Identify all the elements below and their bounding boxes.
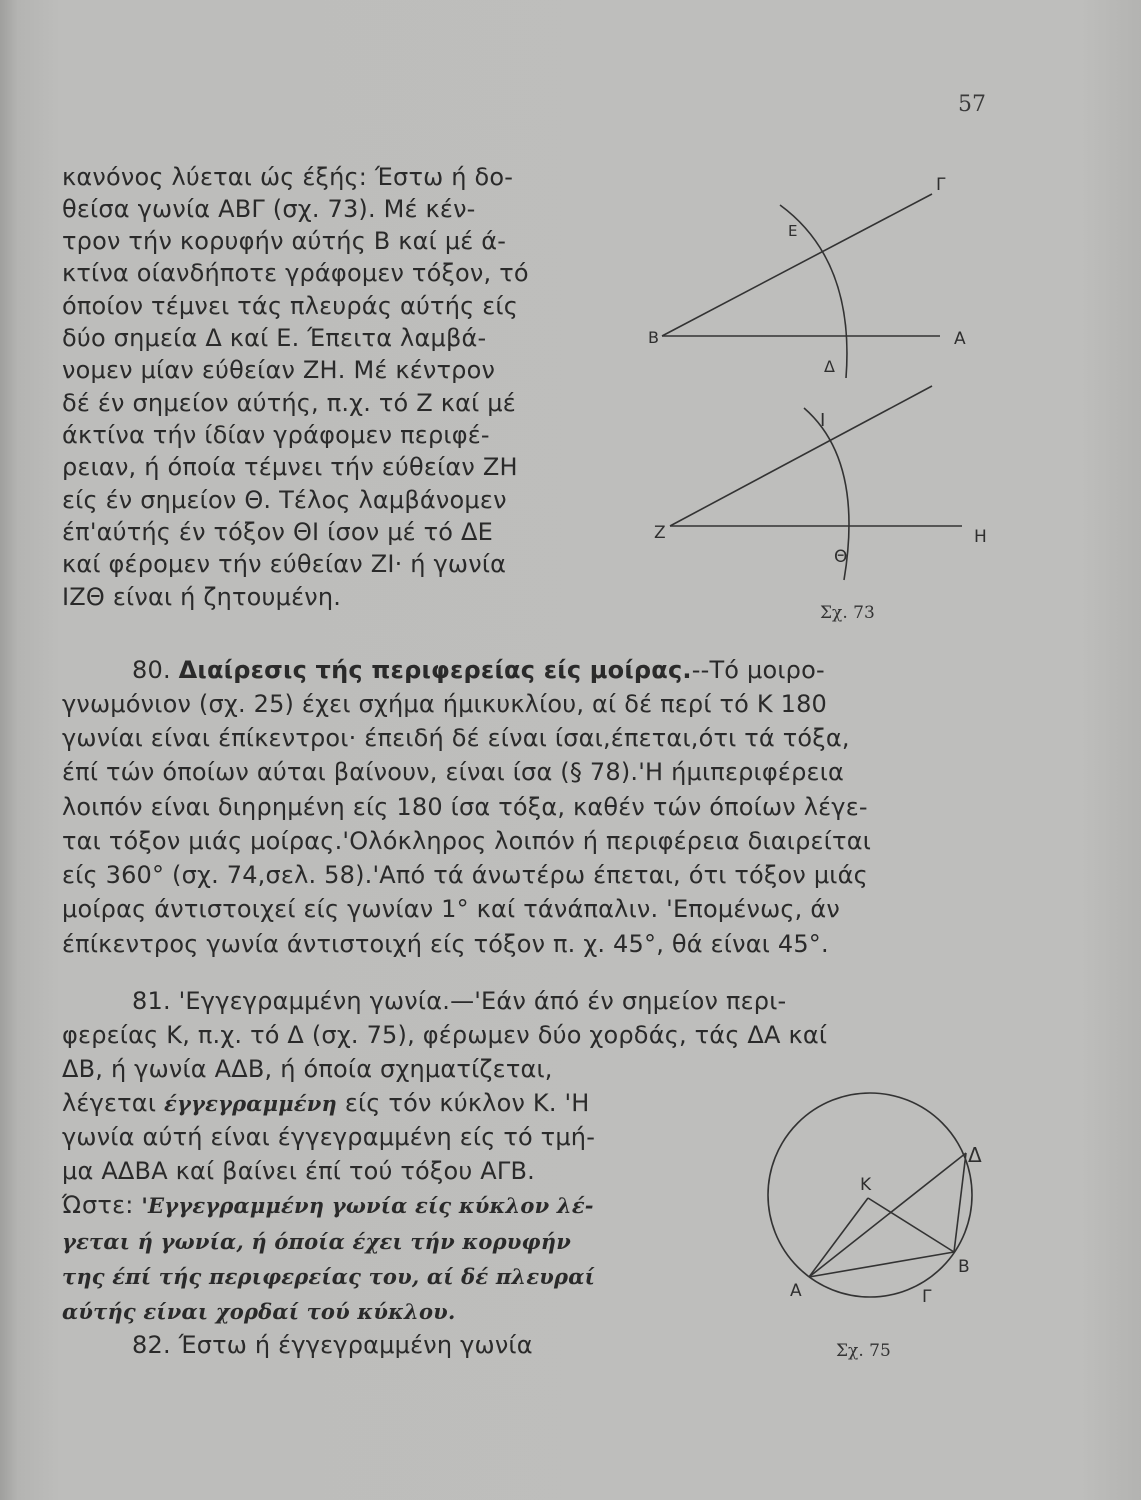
chord-db bbox=[954, 1153, 966, 1252]
chord-ab bbox=[809, 1252, 954, 1277]
text-line: κτίνα οίανδήποτε γράφομεν τόξον, τό bbox=[62, 259, 529, 287]
text-line: είς έν σημείον Θ. Τέλος λαμβάνομεν bbox=[62, 486, 507, 514]
text-line: ται τόξον μιάς μοίρας.'Ολόκληρος λοιπόν ή περιφέρεια διαιρείται bbox=[62, 827, 872, 855]
text-line: δέ έν σημείον αύτής, π.χ. τό Ζ καί μέ bbox=[62, 389, 516, 417]
label-i: Ι bbox=[820, 410, 826, 431]
text-line: τρον τήν κορυφήν αύτής Β καί μέ ά- bbox=[62, 227, 507, 255]
text-line: έπ'αύτής έν τόξον ΘΙ ίσον μέ τό ΔΕ bbox=[62, 518, 494, 546]
section-80-title: Διαίρεσις τής περιφερείας είς μοίρας. bbox=[178, 656, 692, 684]
text-line: ΙΖΘ είναι ή ζητουμένη. bbox=[62, 583, 342, 611]
label-h: Η bbox=[974, 527, 987, 547]
text-line: μοίρας άντιστοιχεί είς γωνίαν 1° καί τάνάπαλιν. 'Επομένως, άν bbox=[62, 895, 840, 923]
section-82-text: Έστω ή έγγεγραμμένη γωνία bbox=[178, 1331, 533, 1359]
radius-kb bbox=[868, 1198, 954, 1252]
hoste-word: Ώστε: bbox=[62, 1191, 142, 1219]
text-line: λοιπόν είναι διηρημένη είς 180 ίσα τόξα, καθέν τών όποίων λέγε- bbox=[62, 793, 868, 821]
section-81-number: 81. bbox=[132, 987, 171, 1015]
figure-73 bbox=[640, 160, 1000, 640]
definition-line: γεται ή γωνία, ή όποία έχει τήν κορυφήν bbox=[62, 1229, 571, 1254]
text-line bbox=[62, 1088, 590, 1119]
text-span: είς τόν κύκλον Κ. 'Η bbox=[336, 1089, 590, 1117]
text-line: είς 360° (σχ. 74,σελ. 58).'Από τά άνωτέρω έπεται, ότι τόξον μιάς bbox=[62, 861, 868, 889]
text-line: όποίον τέμνει τάς πλευράς αύτής είς bbox=[62, 292, 519, 320]
section-81-first-line-rest: —'Εάν άπό έν σημείον περι- bbox=[450, 987, 787, 1015]
text-line: έπί τών όποίων αύται βαίνουν, είναι ίσα (§ 78).'Η ήμιπεριφέρεια bbox=[62, 758, 845, 786]
text-line: γνωμόνιον (σχ. 25) έχει σχήμα ήμικυκλίου, αί δέ περί τό Κ 180 bbox=[62, 690, 828, 718]
text-line: κανόνος λύεται ώς έξής: Έστω ή δο- bbox=[62, 163, 514, 191]
label-z: Ζ bbox=[654, 523, 666, 543]
text-line bbox=[62, 1190, 594, 1221]
label-b: Β bbox=[958, 1257, 970, 1277]
section-80-number: 80. bbox=[132, 656, 171, 684]
label-d: Δ bbox=[824, 357, 835, 376]
label-th: Θ bbox=[834, 547, 848, 567]
figure-75 bbox=[740, 1090, 1020, 1380]
definition-line: της έπί τής περιφερείας του, αί δέ πλευραί bbox=[62, 1264, 595, 1289]
label-k: Κ bbox=[860, 1175, 872, 1195]
text-line: ρειαν, ή όποία τέμνει τήν εύθείαν ΖΗ bbox=[62, 453, 518, 481]
label-e: Ε bbox=[788, 222, 798, 240]
label-d: Δ bbox=[968, 1143, 982, 1167]
text-line: καί φέρομεν τήν εύθείαν ΖΙ· ή γωνία bbox=[62, 550, 507, 578]
text-line: άκτίνα τήν ίδίαν γράφομεν περιφέ- bbox=[62, 421, 490, 449]
section-81-title: 'Εγγεγραμμένη γωνία. bbox=[178, 987, 451, 1015]
text-line: ΔΒ, ή γωνία ΑΔΒ, ή όποία σχηματίζεται, bbox=[62, 1055, 553, 1083]
ray-bg bbox=[662, 194, 932, 336]
text-line: γωνία αύτή είναι έγγεγραμμένη είς τό τμή- bbox=[62, 1123, 596, 1151]
text-line: μα ΑΔΒΑ καί βαίνει έπί τού τόξου ΑΓΒ. bbox=[62, 1157, 535, 1185]
text-line: θείσα γωνία ΑΒΓ (σχ. 73). Μέ κέν- bbox=[62, 195, 476, 223]
term-eggegrammeni: έγγεγραμμένη bbox=[163, 1091, 337, 1116]
figure-73-caption: Σχ. 73 bbox=[820, 603, 875, 623]
ray-zi bbox=[670, 386, 932, 526]
text-span: λέγεται bbox=[62, 1089, 164, 1117]
label-a: Α bbox=[954, 329, 966, 349]
label-g: Γ bbox=[922, 1287, 932, 1307]
section-82-number: 82. bbox=[132, 1331, 171, 1359]
definition-line: 'Εγγεγραμμένη γωνία είς κύκλον λέ- bbox=[141, 1193, 594, 1218]
figure-75-caption: Σχ. 75 bbox=[836, 1341, 891, 1361]
label-b: Β bbox=[648, 328, 659, 347]
text-line: έπίκεντρος γωνία άντιστοιχή είς τόξον π. χ. 45°, θά είναι 45°. bbox=[62, 930, 829, 958]
text-line: νομεν μίαν εύθείαν ΖΗ. Μέ κέντρον bbox=[62, 356, 496, 384]
text-line: γωνίαι είναι έπίκεντροι· έπειδή δέ είναι ίσαι,έπεται,ότι τά τόξα, bbox=[62, 724, 850, 752]
label-a: Α bbox=[790, 1281, 802, 1301]
section-80-heading-line bbox=[132, 655, 825, 686]
section-80-first-line-rest: --Τό μοιρο- bbox=[691, 656, 825, 684]
page-number: 57 bbox=[958, 92, 986, 117]
text-line: φερείας Κ, π.χ. τό Δ (σχ. 75), φέρωμεν δύο χορδάς, τάς ΔΑ καί bbox=[62, 1021, 828, 1049]
section-81-heading-line bbox=[132, 986, 786, 1017]
text-line: δύο σημεία Δ καί Ε. Έπειτα λαμβά- bbox=[62, 324, 487, 352]
definition-line: αύτής είναι χορδαί τού κύκλου. bbox=[62, 1299, 456, 1324]
section-82-line bbox=[132, 1330, 533, 1361]
label-g: Γ bbox=[936, 175, 946, 195]
chord-ad bbox=[809, 1153, 966, 1277]
